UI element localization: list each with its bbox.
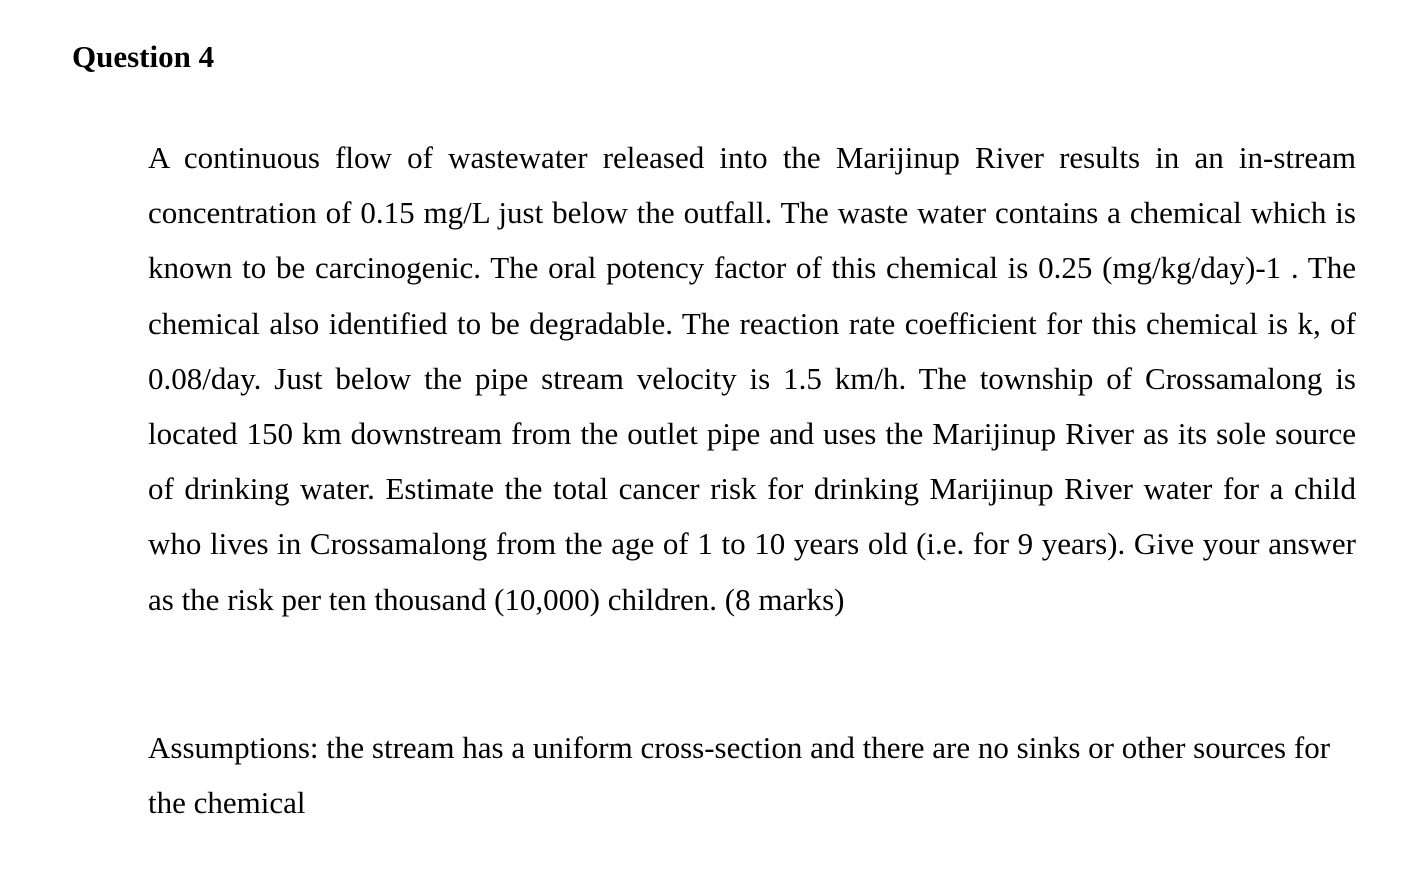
question-title: Question 4 bbox=[72, 39, 215, 74]
assumptions-paragraph: Assumptions: the stream has a uniform cross-section and there are no sinks or other sources for the chemical bbox=[148, 730, 1331, 820]
question-body-paragraph: A continuous flow of wastewater released into the Marijinup River results in an in-stream concentration of 0.15 mg/L just below the outfall. The waste water contains a chemical which is known to be carcinogenic. The oral potency factor of this chemical is 0.25 (mg/kg/day)-1 . The chemical also identified to be degradable. The reaction rate coefficient for this chemical is k, of 0.08/day. Just below the pipe stream velocity is 1.5 km/h. The township of Crossamalong is located 150 km downstream from the outlet pipe and uses the Marijinup River as its sole source of drinking water. Estimate the total cancer risk for drinking Marijinup River water for a child who lives in Crossamalong from the age of 1 to 10 years old (i.e. for 9 years). Give your answer as the risk per ten thousand (10,000) children. (8 marks) bbox=[148, 140, 1356, 617]
